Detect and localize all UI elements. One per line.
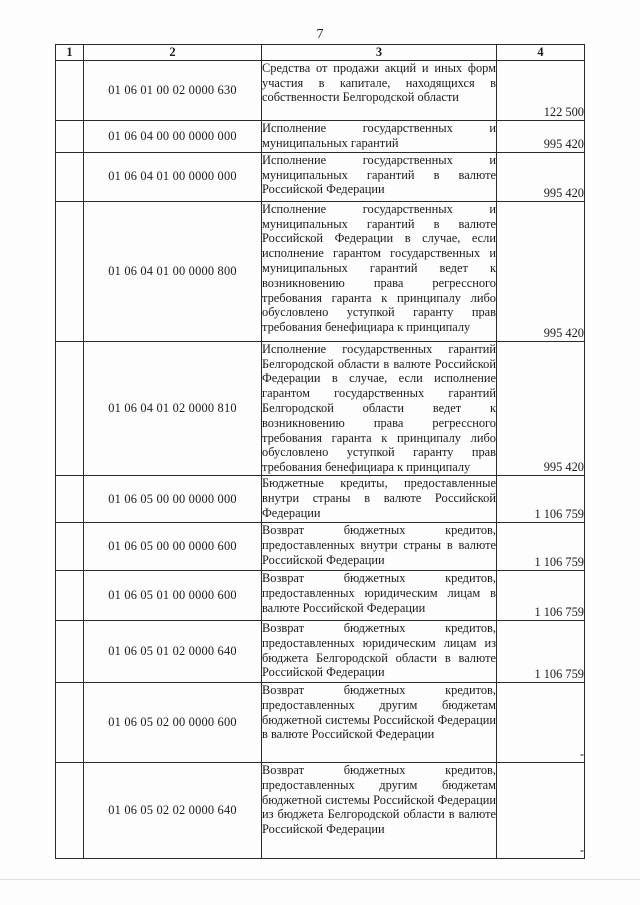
row-name: Исполнение государственных и муниципальных гарантий [262, 120, 497, 152]
column-header-1: 1 [56, 45, 84, 61]
row-code: 01 06 05 00 00 0000 000 [84, 475, 262, 522]
row-amount: 995 420 [497, 152, 585, 201]
row-name: Исполнение государственных и муниципальных гарантий в валюте Российской Федерации [262, 152, 497, 201]
row-name: Возврат бюджетных кредитов, предоставленных другим бюджетам бюджетной системы Российской Федерации в валюте Российской Федерации [262, 682, 497, 762]
table-row [56, 201, 585, 341]
table-row [56, 570, 585, 620]
row-name: Исполнение государственных и муниципальных гарантий в валюте Российской Федерации в случае, если исполнение гарантом государственных и муниципальных гарантий ведет к возникновению права регрессного требования гаранта к принципалу либо обусловлено уступкой гаранту прав требования бенефициара к принципалу [262, 201, 497, 341]
row-code: 01 06 05 01 00 0000 600 [84, 570, 262, 620]
page-number: 7 [316, 27, 324, 42]
column-header-4: 4 [497, 45, 585, 61]
row-amount: 1 106 759 [497, 475, 585, 522]
table-row [56, 152, 585, 201]
table-row [56, 120, 585, 152]
table-row [56, 341, 585, 475]
row-code: 01 06 01 00 02 0000 630 [84, 60, 262, 120]
row-amount: 1 106 759 [497, 570, 585, 620]
row-amount: 122 500 [497, 60, 585, 120]
table-row [56, 522, 585, 570]
row-code: 01 06 04 00 00 0000 000 [84, 120, 262, 152]
column-header-3: 3 [262, 45, 497, 61]
row-number-cell [56, 522, 84, 570]
row-amount: 995 420 [497, 120, 585, 152]
table-header-row [56, 45, 585, 61]
row-number-cell [56, 475, 84, 522]
row-number-cell [56, 152, 84, 201]
row-name: Возврат бюджетных кредитов, предоставленных юридическим лицам из бюджета Белгородской области в валюте Российской Федерации [262, 620, 497, 682]
row-code: 01 06 05 02 02 0000 640 [84, 762, 262, 858]
column-header-2: 2 [84, 45, 262, 61]
row-name: Возврат бюджетных кредитов, предоставленных другим бюджетам бюджетной системы Российской Федерации из бюджета Белгородской области в валюте Российской Федерации [262, 762, 497, 858]
row-name: Средства от продажи акций и иных форм участия в капитале, находящихся в собственности Белгородской области [262, 60, 497, 120]
row-name: Возврат бюджетных кредитов, предоставленных внутри страны в валюте Российской Федерации [262, 522, 497, 570]
budget-sources-table [55, 44, 585, 859]
row-number-cell [56, 682, 84, 762]
row-name: Исполнение государственных гарантий Белгородской области в валюте Российской Федерации в случае, если исполнение гарантом государственных гарантий Белгородской области ведет к возникновению права регрессного требования гаранта к принципалу либо обусловлено уступкой гаранту прав требования бенефициара к принципалу [262, 341, 496, 475]
page-bottom-edge [0, 879, 640, 880]
row-number-cell [56, 620, 84, 682]
row-code: 01 06 05 00 00 0000 600 [84, 522, 262, 570]
row-name: Возврат бюджетных кредитов, предоставленных юридическим лицам в валюте Российской Федерации [262, 570, 497, 620]
row-amount: 995 420 [497, 341, 585, 475]
table-row [56, 620, 585, 682]
table-row [56, 682, 585, 762]
row-code: 01 06 05 01 02 0000 640 [84, 620, 262, 682]
row-amount: 995 420 [497, 201, 585, 341]
row-number-cell [56, 60, 84, 120]
row-code: 01 06 04 01 00 0000 800 [84, 201, 262, 341]
row-number-cell [56, 341, 84, 475]
table-row [56, 60, 585, 120]
row-code: 01 06 05 02 00 0000 600 [84, 682, 262, 762]
row-amount: 1 106 759 [497, 522, 585, 570]
row-name: Бюджетные кредиты, предоставленные внутри страны в валюте Российской Федерации [262, 475, 497, 522]
row-number-cell [56, 120, 84, 152]
row-number-cell [56, 762, 84, 858]
row-code: 01 06 04 01 00 0000 000 [84, 152, 262, 201]
row-number-cell [56, 201, 84, 341]
row-amount: - [497, 762, 585, 858]
row-amount: - [497, 682, 585, 762]
row-code: 01 06 04 01 02 0000 810 [84, 341, 262, 475]
row-amount: 1 106 759 [497, 620, 585, 682]
table-row [56, 762, 585, 858]
row-number-cell [56, 570, 84, 620]
table-row [56, 475, 585, 522]
